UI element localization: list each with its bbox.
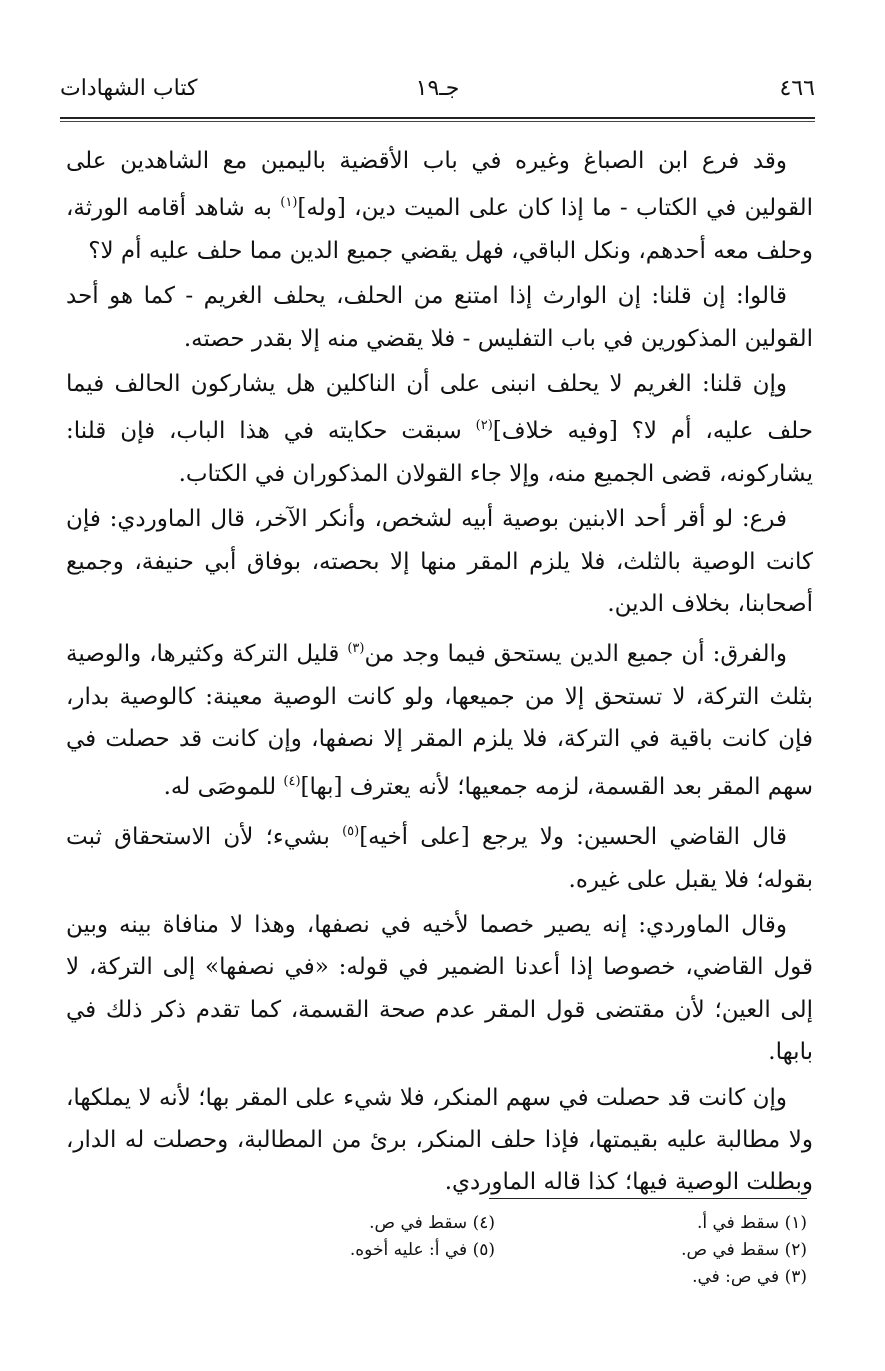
footnote-line xyxy=(275,1237,495,1264)
paragraph xyxy=(66,275,813,360)
paragraph-text: به شاهد أقامه الورثة، وحلف معه أحدهم، ونكل الباقي، فهل يقضي جميع الدين مما حلف عليه أم لا؟ xyxy=(66,195,813,264)
page-number: ٤٦٦ xyxy=(779,76,815,101)
footnote-line xyxy=(597,1210,807,1237)
paragraph-text: وإن كانت قد حصلت في سهم المنكر، فلا شيء على المقر بها؛ لأنه لا يملكها، ولا مطالبة عليه بقيمتها، فإذا حلف المنكر، برئ من المطالبة، وحصلت له الدار، وبطلت الوصية فيها؛ كذا قاله الماوردي. xyxy=(66,1084,813,1196)
footnote-text: سقط في ص. xyxy=(681,1240,780,1260)
footnote-marker: (٥) xyxy=(342,824,360,840)
paragraph xyxy=(66,904,813,1074)
paragraph-text: قالوا: إن قلنا: إن الوارث إذا امتنع من الحلف، يحلف الغريم - كما هو أحد القولين المذكورين في باب التفليس - فلا يقضي منه إلا بقدر حصته. xyxy=(66,283,813,352)
paragraph xyxy=(66,363,813,495)
header-rule xyxy=(60,117,815,119)
footnote-text: سقط في ص. xyxy=(369,1213,468,1233)
footnote-marker: (٢) xyxy=(475,418,493,434)
paragraph xyxy=(66,628,813,808)
footnote-marker: (٤) xyxy=(283,773,301,789)
paragraph-text: قال القاضي الحسين: ولا يرجع [على أخيه] xyxy=(359,824,788,851)
paragraph xyxy=(66,498,813,625)
paragraph-text: بشيء؛ لأن الاستحقاق ثبت بقوله؛ فلا يقبل على غيره. xyxy=(66,824,813,893)
paragraph-text: وإن قلنا: الغريم لا يحلف انبنى على أن الناكلين هل يشاركون الحالف فيما حلف عليه، أم لا؟ [وفيه خلاف] xyxy=(66,371,813,445)
footnote-number: (٤) xyxy=(472,1213,495,1233)
paragraph-text: سبقت حكايته في هذا الباب، فإن قلنا: يشاركونه، قضى الجميع منه، وإلا جاء القولان المذكوران في الكتاب. xyxy=(66,418,813,487)
paragraph-text: وقال الماوردي: إنه يصير خصما لأخيه في نصفها، وهذا لا منافاة بينه وبين قول القاضي، خصوصا إذا أعدنا الضمير في قوله: «في نصفها» إلى التركة، لا إلى العين؛ لأن مقتضى قول المقر عدم صحة القسمة، كما تقدم ذكر ذلك في بابها. xyxy=(66,911,813,1066)
footnote-marker: (١) xyxy=(280,195,298,211)
header-rule-thin xyxy=(60,121,815,122)
footnote-number: (٣) xyxy=(784,1267,807,1287)
footnote-line xyxy=(597,1237,807,1264)
footnote-line xyxy=(275,1210,495,1237)
paragraph xyxy=(66,1077,813,1204)
footnote-text: في ص: في. xyxy=(692,1267,780,1287)
footnote-text: في أ: عليه أخوه. xyxy=(349,1240,468,1260)
book-title: كتاب الشهادات xyxy=(60,76,198,101)
paragraph-text: للموصَى له. xyxy=(163,773,284,800)
paragraph-text: فرع: لو أقر أحد الابنين بوصية أبيه لشخص، وأنكر الآخر، قال الماوردي: فإن كانت الوصية بالثلث، فلا يلزم المقر منها إلا بحصته، بوفاق أبي حنيفة، وجميع أصحابنا، بخلاف الدين. xyxy=(66,506,813,618)
footnote-text: سقط في أ. xyxy=(696,1213,780,1233)
page-header xyxy=(60,76,815,112)
footnote-number: (٥) xyxy=(472,1240,495,1260)
volume-label: جـ١٩ xyxy=(415,76,460,101)
footnote-column-right xyxy=(597,1210,807,1291)
footnote-column-left xyxy=(275,1210,495,1264)
paragraph xyxy=(66,140,813,272)
footnote-line xyxy=(597,1264,807,1291)
paragraph-text: والفرق: أن جميع الدين يستحق فيما وجد من xyxy=(364,641,787,668)
paragraph-text: قليل التركة وكثيرها، والوصية بثلث التركة، لا تستحق إلا من جميعها، ولو كانت الوصية معينة: كالوصية بدار، فإن كانت باقية في التركة، فلا يلزم المقر إلا نصفها، وإن كانت قد حصلت في سهم المقر بعد القسمة، لزمه جمعيها؛ لأنه يعترف [بها] xyxy=(66,641,813,800)
footnote-marker: (٣) xyxy=(347,641,365,657)
footnote-number: (٢) xyxy=(784,1240,807,1260)
paragraph-text: وقد فرع ابن الصباغ وغيره في باب الأقضية باليمين مع الشاهدين على القولين في الكتاب - ما إذا كان على الميت دين، [وله] xyxy=(66,148,814,222)
paragraph xyxy=(66,811,813,901)
footnote-number: (١) xyxy=(784,1213,807,1233)
footnote-separator xyxy=(489,1198,807,1199)
body-text xyxy=(66,140,813,1207)
